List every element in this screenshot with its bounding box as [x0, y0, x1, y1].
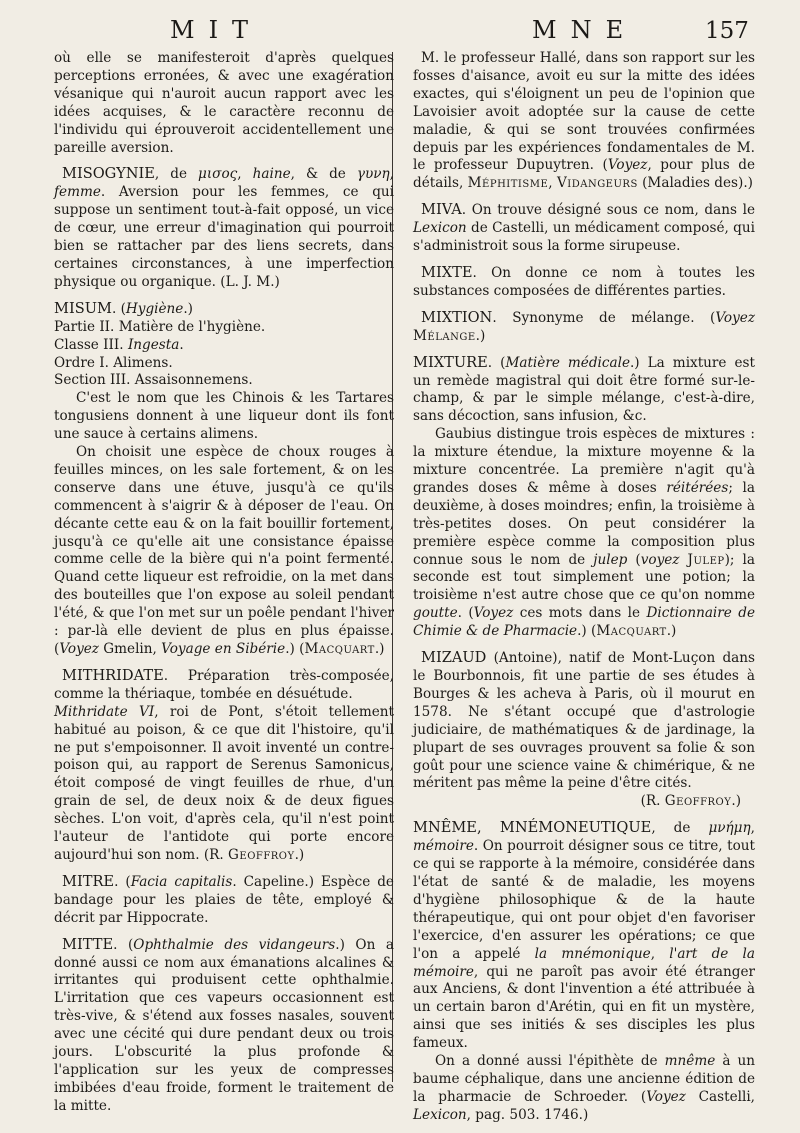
italic-word: femme: [54, 184, 101, 201]
entry-headword: MIZAUD: [421, 649, 487, 667]
paragraph-text: .) (: [577, 623, 597, 640]
author-name: Geoffroy: [228, 846, 295, 863]
italic-word: la mnémonique: [534, 945, 651, 962]
paragraph-text: ces mots dans le: [513, 605, 647, 622]
entry-text: ,: [389, 166, 394, 183]
entry-headword: MIXTURE: [413, 353, 488, 371]
cross-ref: Voyez: [646, 1088, 686, 1105]
entry-mithridate: [54, 667, 394, 865]
signature-text: (R.: [640, 793, 665, 810]
cross-ref: voyez: [640, 551, 680, 568]
entry-mneme: [413, 819, 755, 1124]
greek-word: μισος: [198, 166, 238, 183]
entry-text: , roi de Pont, s'étoit tellement habitué au poison, & ce que dit l'histoire, qu'il ne put s'empoisonner. Il avoit inventé un contre-poison qui, au rapport de Serenus Samonicus, étoit composé de vingt feuilles de rhue, d'un grain de sel, de deux noix & de deux figues sèches. L'on voit, d'après cela, qu'il n'est point l'auteur de l'antidote qui porte encore aujourd'hui son nom. (R.: [54, 703, 394, 863]
paragraph: [54, 444, 394, 659]
paragraph-text: .): [374, 641, 385, 657]
paragraph-text: .) (: [285, 641, 305, 657]
entry-text: ,: [237, 166, 253, 183]
entry-text: ,: [548, 175, 557, 192]
category-label: Matière médicale: [505, 354, 630, 371]
entry-text: , de: [154, 166, 199, 183]
entry-text: (Antoine), natif de Mont-Luçon dans le Bourbonnois, fit une partie de ses études à Bourges & les acheva à Paris, où il mourut en 1578. Ne s'étant occupé que d'astrologie judiciaire, de mathématiques & de jardinage, la plupart de ses ouvrages prouvent sa folie & son goût pour une science vaine & chimérique, & ne méritent pas même la peine d'être cités.: [413, 650, 755, 792]
entry-text: . On donne ce nom à toutes les substances composées de différentes parties.: [413, 264, 755, 299]
author-name: Macquart: [596, 623, 667, 640]
entry-text: , & de: [290, 166, 357, 183]
paragraph-text: [679, 552, 687, 568]
book-title: Lexicon: [413, 1106, 467, 1123]
entry-headword: MITTE: [62, 935, 114, 953]
paragraph-text: On choisit une espèce de choux rouges à feuilles minces, on les sale fortement, & on les conserve dans une étuve, jusqu'à ce qu'ils commencent à s'aigrir & à déposer de l'eau. On décante cette eau & on la fait bouillir fortement, jusqu'à ce qu'elle ait une consistance épaisse comme celle de la bière qui n'a point fermenté. Quand cette liqueur est refroidie, on la met dans des bouteilles que l'on expose au soleil pendant l'été, & que l'on met sur un poêle pendant l'hiver : par-là elle devient de plus en plus épaisse. (: [54, 444, 394, 657]
italic-word: réitérées: [666, 479, 729, 496]
entry-text: . On pourroit désigner sous ce titre, tout ce qui se rapporte à la mémoire, considérée dans l'état de santé & de maladie, les moyens d'hygiène philosophique & de la haute thérapeutique, qui ont pour objet d'en favoriser l'exercice, d'en assurer les opérations; ce que l'on a appelé: [413, 838, 755, 962]
italic-word: goutte: [413, 605, 458, 622]
entry-text: ,: [650, 945, 670, 962]
entry-text: .): [183, 300, 193, 317]
header-left-word: MIT: [170, 16, 263, 44]
entry-text: .): [294, 846, 305, 863]
paragraph-text: Gaubius distingue trois espèces de mixtures : la mixture étendue, la mixture moyenne & la mixture concentrée. La première n'agit qu'à grandes doses & même à doses: [413, 426, 755, 496]
cross-ref-term: Vidangeurs: [556, 175, 638, 192]
entry-text: . (: [111, 300, 126, 317]
entry-continuation: [54, 50, 394, 157]
signature: [413, 793, 741, 811]
paragraph-text: Castelli,: [685, 1088, 755, 1105]
entry-headword: MIXTE: [421, 263, 473, 281]
cross-ref: Voyez: [473, 605, 514, 622]
page-number: 157: [705, 18, 749, 44]
entry-misum: [54, 300, 394, 659]
entry-mitte: [54, 936, 394, 1116]
entry-text: . Synonyme de mélange. (: [492, 309, 716, 326]
paragraph: [413, 426, 755, 641]
italic-word: Ophthalmie des vidangeurs: [133, 936, 336, 953]
paragraph-text: On a donné aussi l'épithète de: [435, 1053, 665, 1070]
book-title: Lexicon: [413, 220, 467, 237]
paragraph-text: . (: [457, 605, 474, 622]
entry-text: . (: [113, 936, 134, 953]
category-label: Hygiène: [125, 300, 184, 317]
cross-ref: Voyez: [59, 641, 99, 657]
entry-text: .) La mixture est un remède magistral qui doit être formé sur-le-champ, & par le simple mélange, c'est-à-dire, sans décoction, sans infusion, &c.: [413, 354, 755, 425]
entry-headword: MISOGYNIE: [62, 165, 155, 183]
entry-text: . Préparation très-composée, comme la thériaque, tombée en désuétude.: [54, 667, 394, 702]
italic-word: mémoire: [413, 838, 474, 855]
entry-text: (Maladies des).): [637, 175, 753, 192]
book-title: Voyage en Sibérie: [161, 641, 286, 657]
italic-word: l'art de la mémoire: [413, 945, 755, 980]
entry-text: de Castelli, un médicament composé, qui s'administroit sous la forme sirupeuse.: [413, 220, 755, 255]
paragraph: [413, 1053, 755, 1125]
entry-miva: [413, 201, 755, 256]
entry-headword: MNÊME, MNÉMONEUTIQUE: [413, 819, 652, 837]
paragraph-text: ); la seconde est tout simplement une potion; la troisième n'est autre chose que ce qu'on nomme: [413, 551, 755, 604]
cross-ref-term: Méphitisme: [467, 175, 549, 192]
greek-word: γυνη: [356, 166, 390, 183]
entry-text: , de: [651, 820, 709, 837]
entry-text: , pour plus de détails,: [413, 157, 755, 192]
italic-word: haine: [252, 166, 291, 183]
italic-word: Ingesta: [127, 336, 180, 353]
entry-text: M. le professeur Hallé, dans son rapport sur les fosses d'aisance, avoit eu sur la mitte des idées exactes, qui s'éloignent un peu de l'opinion que Lavoisier avoit adoptée sur la cause de cette maladie, & qui se sont trouvées confirmées depuis par les expériences fondamentales de M. le professeur Dupuytren. (: [413, 50, 755, 174]
italic-word: julep: [593, 551, 628, 568]
entry-mizaud: [413, 649, 755, 811]
author-name: Geoffroy: [664, 793, 732, 810]
classification-text: .: [179, 336, 184, 353]
book-title: Dictionnaire de Chimie & de Pharmacie: [413, 605, 755, 640]
paragraph-text: .): [666, 623, 677, 640]
cross-ref: Voyez: [715, 309, 755, 326]
paragraph-text: (: [627, 551, 641, 568]
entry-headword: MITHRIDATE: [62, 666, 164, 684]
paragraph: C'est le nom que les Chinois & les Tartares tongusiens donnent à une liqueur dont ils font une sauce à certains alimens.: [54, 390, 394, 443]
paragraph-text: Gmelin,: [98, 641, 162, 657]
entry-misogynie: [54, 165, 394, 291]
cross-ref: Voyez: [607, 157, 648, 174]
cross-ref-term: Mélange: [413, 327, 476, 344]
continued-text: où elle se manifesteroit d'après quelques perceptions erronées, & avec une exagération vésanique qui n'auroit aucun rapport avec les idées acquises, & le caractère reconnu de l'individu qui éprouveroit accidentellement une pareille aversion.: [54, 50, 394, 156]
italic-word: Mithridate VI: [54, 703, 155, 720]
italic-word: mnême: [664, 1053, 716, 1070]
entry-mixte: [413, 264, 755, 301]
entry-text: , qui ne paroît pas avoir été étranger aux Anciens, & dont l'invention a été attribuée à un certain baron d'Arétin, qui en fit un mystère, ainsi que ses initiés & ses disciples les plus fameux.: [413, 963, 755, 1052]
signature-text: .): [731, 793, 741, 810]
entry-mixtion: [413, 309, 755, 346]
paragraph-text: ; la deuxième, à doses moindres; enfin, la troisième à très-petites doses. On peut considérer la première espèce comme la composition plus connue sous le nom de: [413, 479, 755, 568]
classification-line: Ordre I. Alimens.: [54, 354, 173, 371]
entry-headword: MIXTION: [421, 308, 493, 326]
cross-ref-term: Julep: [687, 551, 725, 568]
author-name: Macquart: [304, 641, 375, 657]
entry-headword: MIVA: [421, 201, 462, 219]
classification-line: Section III. Assaisonnemens.: [54, 372, 253, 389]
entry-text: . (: [114, 873, 131, 890]
latin-term: Facia capitalis: [130, 873, 233, 890]
running-header: [0, 16, 800, 50]
entry-text: . On trouve désigné sous ce nom, dans le: [461, 202, 755, 219]
entry-text: . (: [487, 354, 506, 371]
entry-mixture: [413, 354, 755, 642]
entry-continuation: [413, 50, 755, 193]
entry-headword: MITRE: [62, 872, 115, 890]
header-right-word: MNE: [532, 16, 638, 44]
classification-line: Partie II. Matière de l'hygiène.: [54, 318, 266, 335]
right-column: [413, 50, 755, 1133]
left-column: [54, 50, 394, 1124]
greek-word: μνήμη: [708, 820, 751, 837]
classification-line: [54, 337, 394, 355]
entry-text: . Capeline.) Espèce de bandage pour les plaies de tête, employé & décrit par Hippocrate.: [54, 873, 394, 926]
paragraph-text: , pag. 503. 1746.): [466, 1106, 589, 1123]
classification-text: Classe III.: [54, 336, 128, 353]
entry-text: .): [475, 327, 486, 344]
entry-text: . Aversion pour les femmes, ce qui suppose un sentiment tout-à-fait opposé, un vice de cœur, une erreur d'imagination qui pourroit bien se rattacher par des liens secrets, dans certaines circonstances, à une imperfection physique ou organique. (L. J. M.): [54, 184, 394, 290]
entry-mitre: [54, 873, 394, 928]
entry-text: .) On a donné aussi ce nom aux émanations alcalines & irritantes qui produisent cette ophthalmie. L'irritation que ces vapeurs occasionnent est très-vive, & s'étend aux fosses nasales, souvent avec une cécité qui dure pendant deux ou trois jours. L'obscurité la plus profonde & l'application sur les yeux de compresses imbibées d'eau froide, forment le traitement de la mitte.: [54, 936, 394, 1114]
paragraph-text: à un baume céphalique, dans une ancienne édition de la pharmacie de Schroeder. (: [413, 1053, 755, 1105]
entry-text: ,: [750, 820, 755, 837]
entry-headword: MISUM: [54, 299, 112, 317]
